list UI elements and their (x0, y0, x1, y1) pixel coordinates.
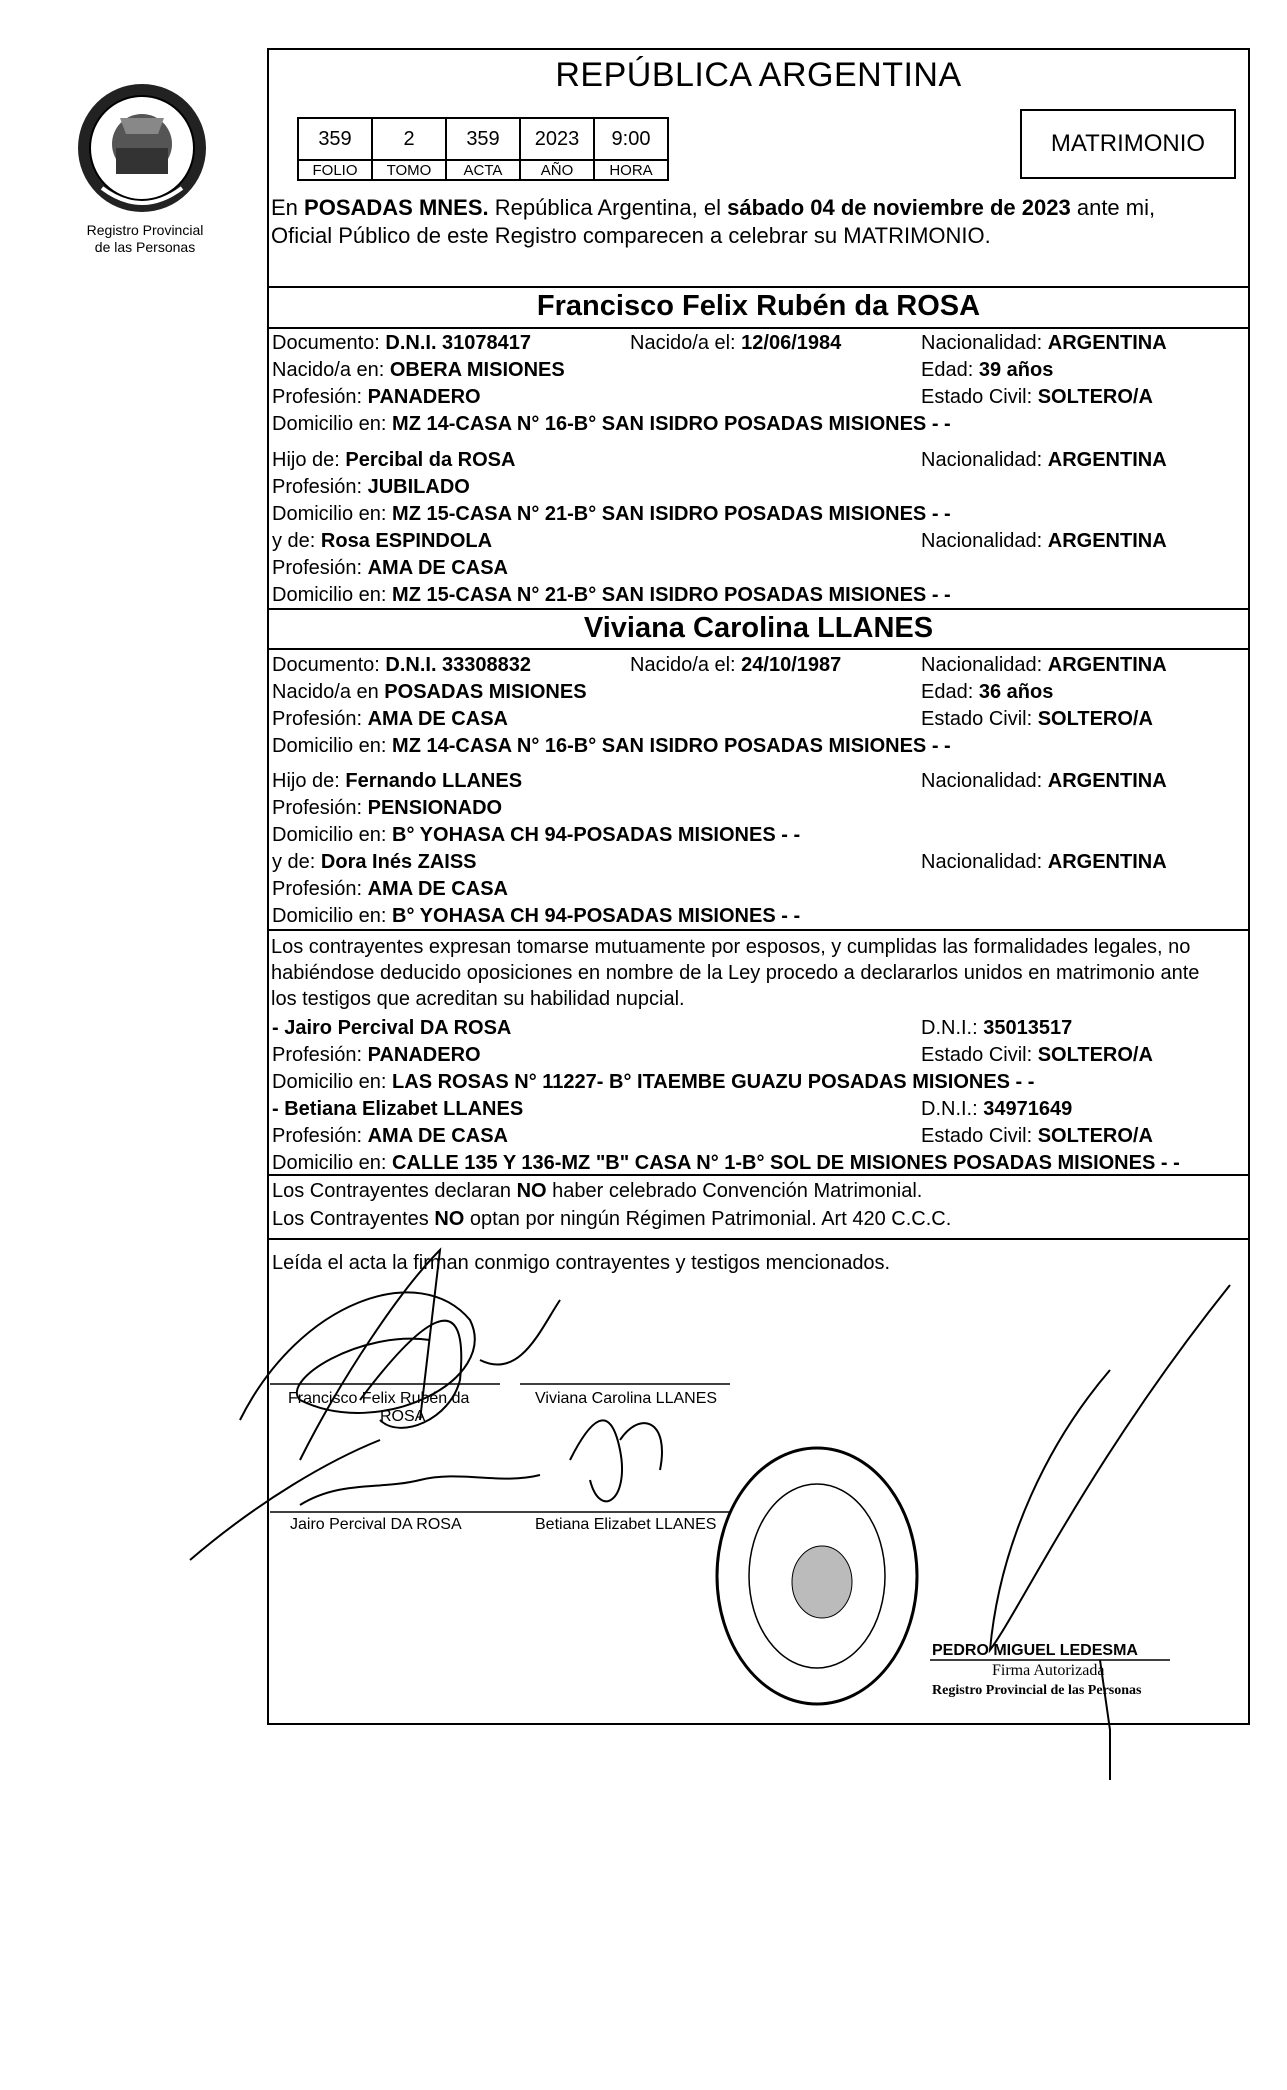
signature-intro: Leída el acta la firman conmigo contrayentes y testigos mencionados. (272, 1252, 891, 1274)
label: Domicilio en: (272, 413, 393, 435)
value: B° YOHASA CH 94-POSADAS MISIONES - - (392, 824, 801, 846)
value: Percibal da ROSA (345, 449, 516, 471)
witness2-signature-label: Betiana Elizabet LLANES (535, 1516, 717, 1533)
hora-value: 9:00 (594, 118, 668, 160)
label: Profesión: (272, 708, 368, 730)
text: Los Contrayentes (272, 1208, 435, 1230)
intro-line2: Oficial Público de este Registro comparecen a celebrar su MATRIMONIO. (271, 223, 991, 248)
label: Nacido/a el: (630, 332, 742, 354)
value: D.N.I. 31078417 (385, 332, 532, 354)
tomo-label: TOMO (372, 160, 446, 180)
value: PANADERO (367, 1044, 481, 1066)
value: PENSIONADO (367, 797, 503, 819)
label: Nacionalidad: (921, 770, 1048, 792)
label: Nacionalidad: (921, 851, 1048, 873)
value: D.N.I. 33308832 (385, 654, 532, 676)
label: Nacido/a en: (272, 359, 390, 381)
label: Profesión: (272, 476, 368, 498)
acta-value: 359 (446, 118, 520, 160)
label: Profesión: (272, 557, 368, 579)
folio-value: 359 (298, 118, 372, 160)
official-signature-block (932, 1641, 1141, 1701)
text: NO (516, 1180, 547, 1202)
spouse1-signature-label-line: Francisco Felix Rubén da (288, 1390, 470, 1407)
value: ARGENTINA (1047, 654, 1167, 676)
document-title: REPÚBLICA ARGENTINA (555, 56, 962, 94)
label: Hijo de: (272, 449, 346, 471)
label: Nacionalidad: (921, 449, 1048, 471)
value: POSADAS MISIONES (384, 681, 587, 703)
value: SOLTERO/A (1037, 1044, 1153, 1066)
value: AMA DE CASA (367, 878, 508, 900)
text: optan por ningún Régimen Patrimonial. Art 420 C.C.C. (464, 1208, 952, 1230)
spouse2-name: Viviana Carolina LLANES (583, 612, 934, 644)
label: Domicilio en: (272, 1152, 393, 1174)
official-office: Registro Provincial de las Personas (932, 1683, 1142, 1698)
label: Profesión: (272, 1125, 368, 1147)
value: AMA DE CASA (367, 557, 508, 579)
value: 39 años (978, 359, 1054, 381)
value: Fernando LLANES (345, 770, 523, 792)
value: Dora Inés ZAISS (320, 851, 477, 873)
spouse1-signature-label-line: ROSA (380, 1408, 426, 1425)
value: 36 años (978, 681, 1054, 703)
label: Estado Civil: (921, 1044, 1038, 1066)
value: SOLTERO/A (1037, 708, 1153, 730)
value: PANADERO (367, 386, 481, 408)
official-role: Firma Autorizada (992, 1662, 1105, 1679)
value: ARGENTINA (1047, 530, 1167, 552)
official-stamp (712, 1442, 922, 1710)
label: Nacido/a en (272, 681, 385, 703)
text: NO (434, 1208, 465, 1230)
witness1-name: - Jairo Percival DA ROSA (272, 1017, 512, 1039)
value: SOLTERO/A (1037, 1125, 1153, 1147)
value: 35013517 (983, 1017, 1073, 1039)
value: ARGENTINA (1047, 851, 1167, 873)
label: D.N.I.: (921, 1098, 984, 1120)
value: MZ 15-CASA N° 21-B° SAN ISIDRO POSADAS MISIONES - - (392, 584, 951, 606)
label: Edad: (921, 359, 979, 381)
label: Domicilio en: (272, 735, 393, 757)
label: Domicilio en: (272, 905, 393, 927)
witness2-name: - Betiana Elizabet LLANES (272, 1098, 524, 1120)
label: y de: (272, 851, 321, 873)
value: MZ 14-CASA N° 16-B° SAN ISIDRO POSADAS MISIONES - - (392, 735, 951, 757)
label: Documento: (272, 332, 386, 354)
label: Nacido/a el: (630, 654, 742, 676)
value: ARGENTINA (1047, 770, 1167, 792)
acta-label: ACTA (446, 160, 520, 180)
value: MZ 14-CASA N° 16-B° SAN ISIDRO POSADAS MISIONES - - (392, 413, 951, 435)
label: Estado Civil: (921, 386, 1038, 408)
intro-text: En (271, 195, 305, 220)
label: Domicilio en: (272, 824, 393, 846)
label: Hijo de: (272, 770, 346, 792)
folio-label: FOLIO (298, 160, 372, 180)
label: Nacionalidad: (921, 530, 1048, 552)
label: D.N.I.: (921, 1017, 984, 1039)
value: 24/10/1987 (741, 654, 842, 676)
text: Los Contrayentes declaran (272, 1180, 517, 1202)
value: SOLTERO/A (1037, 386, 1153, 408)
intro-place: POSADAS MNES. (304, 195, 489, 220)
label: Nacionalidad: (921, 332, 1048, 354)
label: Documento: (272, 654, 386, 676)
registry-caption-line1: Registro Provincial (86, 222, 204, 238)
value: MZ 15-CASA N° 21-B° SAN ISIDRO POSADAS MISIONES - - (392, 503, 951, 525)
official-name: PEDRO MIGUEL LEDESMA (932, 1642, 1138, 1659)
declaration-line: los testigos que acreditan su habilidad nupcial. (271, 988, 685, 1010)
value: OBERA MISIONES (389, 359, 565, 381)
value: JUBILADO (367, 476, 470, 498)
label: Estado Civil: (921, 1125, 1038, 1147)
label: Domicilio en: (272, 1071, 393, 1093)
label: y de: (272, 530, 321, 552)
value: CALLE 135 Y 136-MZ "B" CASA N° 1-B° SOL DE MISIONES POSADAS MISIONES - - (392, 1152, 1180, 1174)
label: Profesión: (272, 878, 368, 900)
intro-text: ante mi, (1070, 195, 1156, 220)
label: Nacionalidad: (921, 654, 1048, 676)
spouse1-signature-label (288, 1390, 469, 1426)
value: AMA DE CASA (367, 708, 508, 730)
intro-text: República Argentina, el (488, 195, 728, 220)
text: haber celebrado Convención Matrimonial. (546, 1180, 923, 1202)
declaration-line: Los contrayentes expresan tomarse mutuamente por esposos, y cumplidas las formalidades legales, no (271, 936, 1191, 958)
value: B° YOHASA CH 94-POSADAS MISIONES - - (392, 905, 801, 927)
anio-label: AÑO (520, 160, 594, 180)
label: Edad: (921, 681, 979, 703)
value: 34971649 (983, 1098, 1073, 1120)
witness1-signature-label: Jairo Percival DA ROSA (290, 1516, 462, 1533)
label: Profesión: (272, 1044, 368, 1066)
anio-value: 2023 (520, 118, 594, 160)
tomo-value: 2 (372, 118, 446, 160)
registry-caption-line2: de las Personas (94, 239, 196, 255)
label: Domicilio en: (272, 503, 393, 525)
label: Profesión: (272, 797, 368, 819)
label: Domicilio en: (272, 584, 393, 606)
document-type: MATRIMONIO (1020, 109, 1236, 179)
intro-date: sábado 04 de noviembre de 2023 (727, 195, 1071, 220)
spouse2-signature-label: Viviana Carolina LLANES (535, 1390, 718, 1407)
value: Rosa ESPINDOLA (320, 530, 493, 552)
declaration-line: habiéndose deducido oposiciones en nombre de la Ley procedo a declararlos unidos en matrimonio ante (271, 962, 1200, 984)
value: 12/06/1984 (741, 332, 842, 354)
label: Estado Civil: (921, 708, 1038, 730)
value: ARGENTINA (1047, 332, 1167, 354)
spouse1-name: Francisco Felix Rubén da ROSA (536, 290, 981, 322)
value: ARGENTINA (1047, 449, 1167, 471)
value: LAS ROSAS N° 11227- B° ITAEMBE GUAZU POSADAS MISIONES - - (392, 1071, 1035, 1093)
label: Profesión: (272, 386, 368, 408)
value: AMA DE CASA (367, 1125, 508, 1147)
hora-label: HORA (594, 160, 668, 180)
